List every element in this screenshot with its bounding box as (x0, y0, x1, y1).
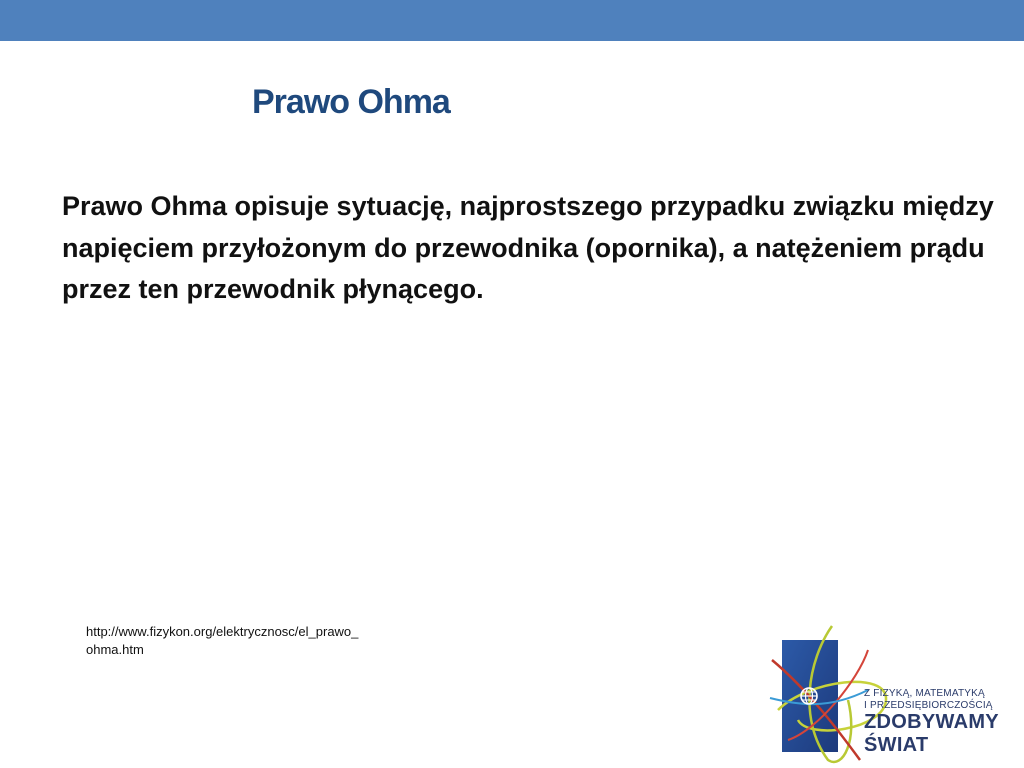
slide-title: Prawo Ohma (252, 83, 450, 121)
logo-tagline-line: I PRZEDSIĘBIORCZOŚCIĄ (864, 700, 993, 711)
top-accent-bar (0, 0, 1024, 41)
logo-tagline-line: Z FIZYKĄ, MATEMATYKĄ (864, 688, 985, 699)
logo-name-line: ZDOBYWAMY (864, 711, 999, 733)
logo-name-line: ŚWIAT (864, 734, 929, 756)
logo-tagline (864, 688, 993, 712)
source-link-line: http://www.fizykon.org/elektrycznosc/el_prawo_ (86, 624, 359, 639)
slide-body-text: Prawo Ohma opisuje sytuację, najprostszego przypadku związku między napięciem przyłożonym do przewodnika (opornika), a natężeniem prądu przez ten przewodnik płynącego. (62, 191, 994, 304)
source-link[interactable] (86, 623, 396, 659)
project-logo (768, 620, 1024, 768)
logo-name (864, 711, 999, 757)
source-link-line: ohma.htm (86, 642, 144, 657)
